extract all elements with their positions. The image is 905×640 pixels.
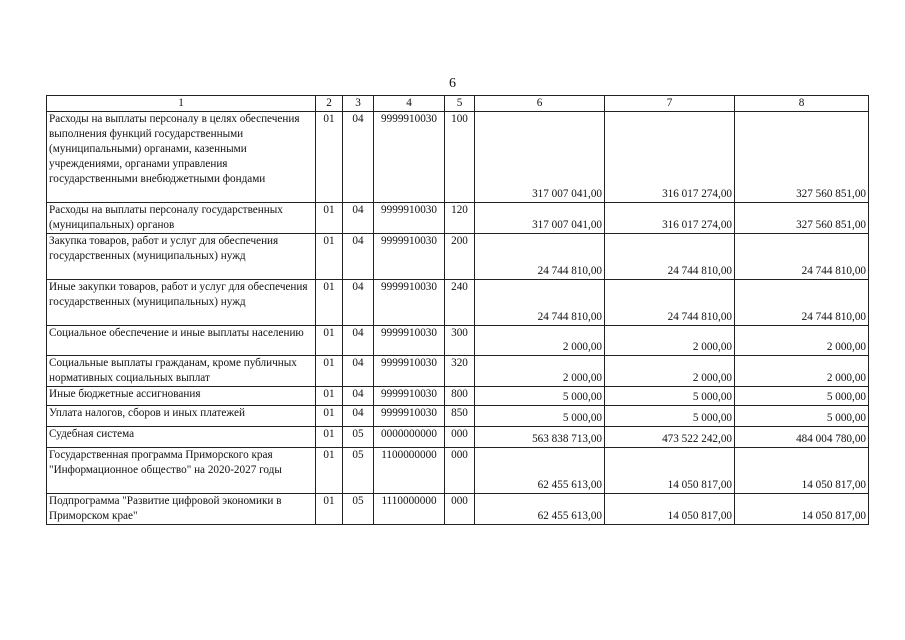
- expense-type-code: 000: [445, 427, 475, 448]
- header-col-1: 1: [47, 96, 316, 112]
- row-name: Государственная программа Приморского края "Информационное общество" на 2020-2027 годы: [47, 448, 316, 494]
- section-code: 01: [316, 234, 343, 280]
- amount-col-8: 2 000,00: [735, 326, 869, 356]
- table-row: [47, 203, 869, 234]
- expense-type-code: 320: [445, 356, 475, 387]
- amount-col-8: 14 050 817,00: [735, 494, 869, 525]
- amount-col-6: 62 455 613,00: [475, 494, 605, 525]
- expense-type-code: 000: [445, 494, 475, 525]
- section-code: 01: [316, 203, 343, 234]
- page-number: 6: [449, 76, 456, 91]
- target-article-code: 9999910030: [374, 326, 445, 356]
- table-row: [47, 280, 869, 326]
- amount-col-6: 24 744 810,00: [475, 234, 605, 280]
- amount-col-8: 24 744 810,00: [735, 280, 869, 326]
- expense-type-code: 850: [445, 406, 475, 427]
- target-article-code: 9999910030: [374, 406, 445, 427]
- section-code: 01: [316, 326, 343, 356]
- amount-col-7: 2 000,00: [605, 356, 735, 387]
- subsection-code: 04: [343, 280, 374, 326]
- table-row: [47, 326, 869, 356]
- target-article-code: 9999910030: [374, 203, 445, 234]
- amount-col-6: 563 838 713,00: [475, 427, 605, 448]
- section-code: 01: [316, 387, 343, 406]
- row-name: Иные бюджетные ассигнования: [47, 387, 316, 406]
- amount-col-8: 24 744 810,00: [735, 234, 869, 280]
- amount-col-8: 327 560 851,00: [735, 203, 869, 234]
- amount-col-7: 316 017 274,00: [605, 203, 735, 234]
- table-row: [47, 234, 869, 280]
- amount-col-6: 317 007 041,00: [475, 203, 605, 234]
- amount-col-6: 5 000,00: [475, 387, 605, 406]
- subsection-code: 04: [343, 112, 374, 203]
- subsection-code: 04: [343, 387, 374, 406]
- target-article-code: 9999910030: [374, 234, 445, 280]
- target-article-code: 1110000000: [374, 494, 445, 525]
- section-code: 01: [316, 427, 343, 448]
- amount-col-8: 327 560 851,00: [735, 112, 869, 203]
- section-code: 01: [316, 112, 343, 203]
- amount-col-8: 484 004 780,00: [735, 427, 869, 448]
- row-name: Иные закупки товаров, работ и услуг для обеспечения государственных (муниципальных) нужд: [47, 280, 316, 326]
- row-name: Подпрограмма "Развитие цифровой экономики в Приморском крае": [47, 494, 316, 525]
- row-name: Расходы на выплаты персоналу в целях обеспечения выполнения функций государственными (муниципальными) органами, казенными учреждениями, органами управления государственными внебюджетными фондами: [47, 112, 316, 203]
- amount-col-8: 5 000,00: [735, 406, 869, 427]
- target-article-code: 9999910030: [374, 280, 445, 326]
- row-name: Расходы на выплаты персоналу государственных (муниципальных) органов: [47, 203, 316, 234]
- amount-col-6: 5 000,00: [475, 406, 605, 427]
- target-article-code: 9999910030: [374, 112, 445, 203]
- amount-col-6: 2 000,00: [475, 326, 605, 356]
- header-col-7: 7: [605, 96, 735, 112]
- amount-col-7: 316 017 274,00: [605, 112, 735, 203]
- row-name: Социальное обеспечение и иные выплаты населению: [47, 326, 316, 356]
- amount-col-7: 2 000,00: [605, 326, 735, 356]
- expense-type-code: 100: [445, 112, 475, 203]
- target-article-code: 9999910030: [374, 387, 445, 406]
- expense-type-code: 800: [445, 387, 475, 406]
- amount-col-6: 62 455 613,00: [475, 448, 605, 494]
- table-row: [47, 494, 869, 525]
- subsection-code: 05: [343, 494, 374, 525]
- table-row: [47, 448, 869, 494]
- table-row: [47, 112, 869, 203]
- amount-col-7: 5 000,00: [605, 406, 735, 427]
- section-code: 01: [316, 280, 343, 326]
- section-code: 01: [316, 494, 343, 525]
- table-row: [47, 427, 869, 448]
- amount-col-8: 14 050 817,00: [735, 448, 869, 494]
- header-col-8: 8: [735, 96, 869, 112]
- header-col-5: 5: [445, 96, 475, 112]
- amount-col-8: 5 000,00: [735, 387, 869, 406]
- amount-col-7: 14 050 817,00: [605, 494, 735, 525]
- amount-col-6: 317 007 041,00: [475, 112, 605, 203]
- header-row: [47, 96, 869, 112]
- row-name: Закупка товаров, работ и услуг для обеспечения государственных (муниципальных) нужд: [47, 234, 316, 280]
- subsection-code: 05: [343, 427, 374, 448]
- section-code: 01: [316, 406, 343, 427]
- row-name: Судебная система: [47, 427, 316, 448]
- expense-type-code: 000: [445, 448, 475, 494]
- amount-col-6: 24 744 810,00: [475, 280, 605, 326]
- subsection-code: 05: [343, 448, 374, 494]
- amount-col-7: 24 744 810,00: [605, 234, 735, 280]
- target-article-code: 1100000000: [374, 448, 445, 494]
- amount-col-7: 473 522 242,00: [605, 427, 735, 448]
- amount-col-7: 5 000,00: [605, 387, 735, 406]
- table-row: [47, 356, 869, 387]
- section-code: 01: [316, 448, 343, 494]
- header-col-3: 3: [343, 96, 374, 112]
- amount-col-7: 24 744 810,00: [605, 280, 735, 326]
- target-article-code: 9999910030: [374, 356, 445, 387]
- expense-type-code: 300: [445, 326, 475, 356]
- header-col-2: 2: [316, 96, 343, 112]
- amount-col-8: 2 000,00: [735, 356, 869, 387]
- target-article-code: 0000000000: [374, 427, 445, 448]
- budget-table: [46, 95, 869, 525]
- subsection-code: 04: [343, 326, 374, 356]
- section-code: 01: [316, 356, 343, 387]
- expense-type-code: 240: [445, 280, 475, 326]
- subsection-code: 04: [343, 406, 374, 427]
- header-col-4: 4: [374, 96, 445, 112]
- expense-type-code: 120: [445, 203, 475, 234]
- row-name: Уплата налогов, сборов и иных платежей: [47, 406, 316, 427]
- table-row: [47, 387, 869, 406]
- subsection-code: 04: [343, 356, 374, 387]
- subsection-code: 04: [343, 203, 374, 234]
- table-row: [47, 406, 869, 427]
- row-name: Социальные выплаты гражданам, кроме публичных нормативных социальных выплат: [47, 356, 316, 387]
- amount-col-7: 14 050 817,00: [605, 448, 735, 494]
- header-col-6: 6: [475, 96, 605, 112]
- expense-type-code: 200: [445, 234, 475, 280]
- amount-col-6: 2 000,00: [475, 356, 605, 387]
- subsection-code: 04: [343, 234, 374, 280]
